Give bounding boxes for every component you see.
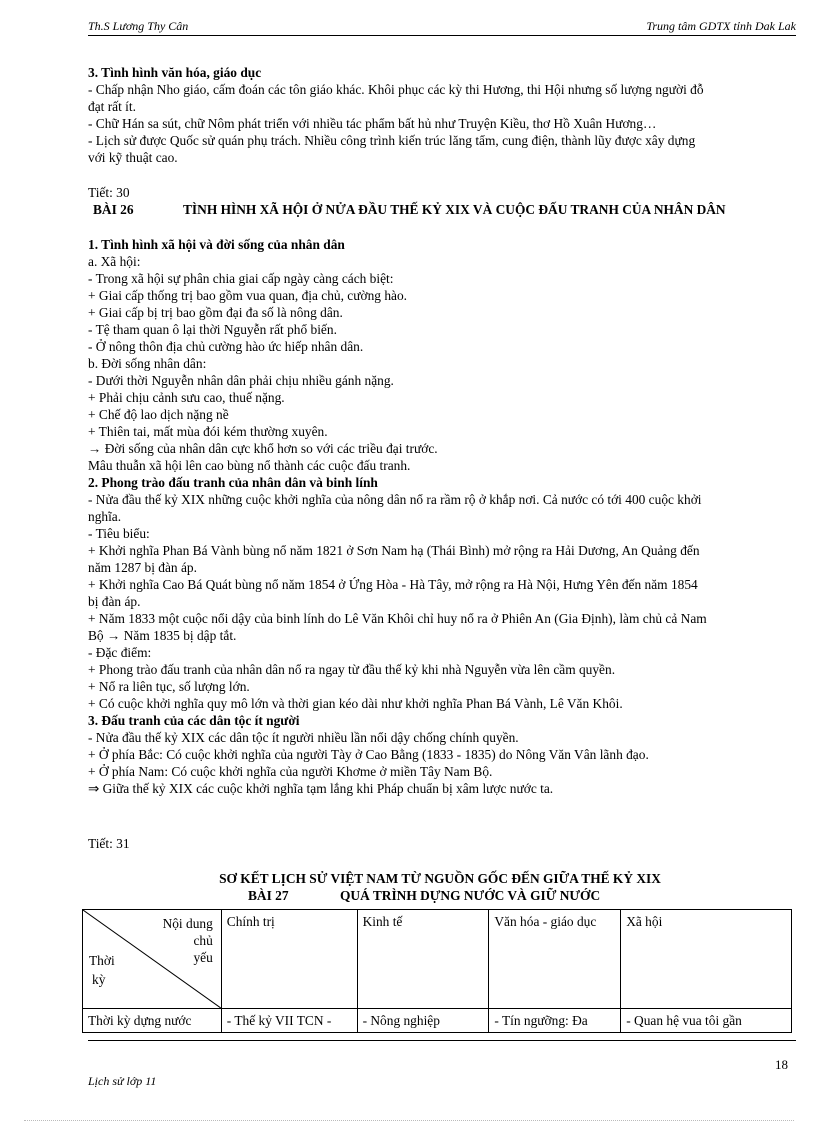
lesson-title: TÌNH HÌNH XÃ HỘI Ở NỬA ĐẦU THẾ KỶ XIX VÀ CUỘC ĐẤU TRANH CỦA NHÂN DÂN xyxy=(183,202,726,217)
header-author: Th.S Lương Thy Cân xyxy=(88,19,189,33)
section-title: 1. Tình hình xã hội và đời sống của nhân dân xyxy=(88,237,345,252)
text-line: - Lịch sử được Quốc sử quán phụ trách. Nhiều công trình kiến trúc lăng tẩm, cung điện, thành lũy được xây dựng xyxy=(88,133,696,148)
text-line: - Tiêu biểu: xyxy=(88,526,150,541)
text-line: ⇒ Giữa thế kỷ XIX các cuộc khởi nghĩa tạm lắng khi Pháp chuẩn bị xâm lược nước ta. xyxy=(88,781,554,796)
corner-text: yếu xyxy=(193,950,213,965)
corner-text: kỳ xyxy=(92,972,106,987)
text-line: + Chế độ lao dịch nặng nề xyxy=(88,407,229,422)
text-line: - Nửa đầu thế kỷ XIX những cuộc khởi nghĩa của nông dân nổ ra rầm rộ ở khắp nơi. Cả nước có tới 400 cuộc khởi xyxy=(88,492,702,507)
text-line: + Thiên tai, mất mùa đói kém thường xuyên. xyxy=(88,424,328,439)
column-header: Văn hóa - giáo dục xyxy=(489,910,621,1009)
lesson-period: Tiết: 31 xyxy=(88,836,130,851)
corner-top-label xyxy=(163,915,213,966)
corner-bottom-label xyxy=(89,951,115,989)
text-line: - Tệ tham quan ô lại thời Nguyễn rất phổ biến. xyxy=(88,322,337,337)
table-cell: - Quan hệ vua tôi gần xyxy=(621,1009,792,1033)
section-title: 3. Tình hình văn hóa, giáo dục xyxy=(88,65,262,80)
lesson-title: QUÁ TRÌNH DỰNG NƯỚC VÀ GIỮ NƯỚC xyxy=(340,888,601,903)
text-line: + Nổ ra liên tục, số lượng lớn. xyxy=(88,679,250,694)
text-line: + Khởi nghĩa Phan Bá Vành bùng nổ năm 1821 ở Sơn Nam hạ (Thái Bình) mở rộng ra Hải Dương, An Quảng đến xyxy=(88,543,700,558)
lesson-number: BÀI 26 xyxy=(93,202,134,217)
column-header: Kinh tế xyxy=(357,910,489,1009)
text-line: năm 1287 bị đàn áp. xyxy=(88,560,197,575)
footer-divider xyxy=(88,1040,796,1041)
table-cell: - Tín ngưỡng: Đa xyxy=(489,1009,621,1033)
table-cell: Thời kỳ dựng nước xyxy=(83,1009,222,1033)
page-edge xyxy=(24,1120,794,1121)
page-number: 18 xyxy=(775,1057,788,1072)
document-body xyxy=(88,64,792,904)
text-line: - Nửa đầu thế kỷ XIX các dân tộc ít người nhiều lần nổi dậy chống chính quyền. xyxy=(88,730,519,745)
text-line: - Ở nông thôn địa chủ cường hào ức hiếp nhân dân. xyxy=(88,339,364,354)
header-center: Trung tâm GDTX tỉnh Dak Lak xyxy=(646,19,796,33)
text-line: + Giai cấp thống trị bao gồm vua quan, địa chủ, cường hào. xyxy=(88,288,408,303)
text-line: - Đặc điểm: xyxy=(88,645,152,660)
summary-heading: SƠ KẾT LỊCH SỬ VIỆT NAM TỪ NGUỒN GỐC ĐẾN GIỮA THẾ KỶ XIX xyxy=(219,871,661,886)
text-line: - Trong xã hội sự phân chia giai cấp ngày càng cách biệt: xyxy=(88,271,394,286)
text-line: với kỹ thuật cao. xyxy=(88,150,178,165)
lesson-number: BÀI 27 xyxy=(248,888,289,903)
table-cell: - Thế kỷ VII TCN - xyxy=(221,1009,357,1033)
column-header: Chính trị xyxy=(221,910,357,1009)
text-line: Bộ → Năm 1835 bị dập tắt. xyxy=(88,628,237,643)
text-line: Mâu thuẫn xã hội lên cao bùng nổ thành các cuộc đấu tranh. xyxy=(88,458,411,473)
text-line: + Ở phía Bắc: Có cuộc khởi nghĩa của người Tày ở Cao Bằng (1833 - 1835) do Nông Văn Vân lãnh đạo. xyxy=(88,747,649,762)
text-line: b. Đời sống nhân dân: xyxy=(88,356,207,371)
text-line: + Phong trào đấu tranh của nhân dân nổ ra ngay từ đầu thế kỷ khi nhà Nguyễn vừa lên cầm quyền. xyxy=(88,662,616,677)
corner-text: Nội dung xyxy=(162,916,213,931)
table-corner-cell xyxy=(83,910,222,1009)
text-line: a. Xã hội: xyxy=(88,254,141,269)
text-line: + Phải chịu cảnh sưu cao, thuế nặng. xyxy=(88,390,285,405)
corner-text: chủ xyxy=(193,933,213,948)
column-header: Xã hội xyxy=(621,910,792,1009)
lesson-period: Tiết: 30 xyxy=(88,185,130,200)
text-line: + Ở phía Nam: Có cuộc khởi nghĩa của người Khơme ở miền Tây Nam Bộ. xyxy=(88,764,493,779)
text-line: bị đàn áp. xyxy=(88,594,141,609)
section-title: 3. Đấu tranh của các dân tộc ít người xyxy=(88,713,300,728)
section-title: 2. Phong trào đấu tranh của nhân dân và binh lính xyxy=(88,475,378,490)
text-line: + Khởi nghĩa Cao Bá Quát bùng nổ năm 1854 ở Ứng Hòa - Hà Tây, mở rộng ra Hà Nội, Hưng Yên đến năm 1854 xyxy=(88,577,698,592)
table-row xyxy=(83,1009,792,1033)
footer-subject: Lịch sử lớp 11 xyxy=(88,1074,157,1088)
text-line: → Đời sống của nhân dân cực khổ hơn so với các triều đại trước. xyxy=(88,441,438,456)
lesson-heading xyxy=(88,887,792,904)
page-header xyxy=(88,17,796,36)
lesson-heading xyxy=(88,201,792,218)
text-line: + Có cuộc khởi nghĩa quy mô lớn và thời gian kéo dài như khởi nghĩa Phan Bá Vành, Lê Văn Khôi. xyxy=(88,696,623,711)
text-line: + Giai cấp bị trị bao gồm đại đa số là nông dân. xyxy=(88,305,343,320)
text-line: + Năm 1833 một cuộc nổi dậy của binh lính do Lê Văn Khôi chỉ huy nổ ra ở Phiên An (Gia Định), làm chủ cả Nam xyxy=(88,611,707,626)
text-line: - Chấp nhận Nho giáo, cấm đoán các tôn giáo khác. Khôi phục các kỳ thi Hương, thi Hội nhưng số lượng người đỗ xyxy=(88,82,704,97)
text-line: đạt rất ít. xyxy=(88,99,136,114)
text-line: nghĩa. xyxy=(88,509,122,524)
table-cell: - Nông nghiệp xyxy=(357,1009,489,1033)
text-line: - Chữ Hán sa sút, chữ Nôm phát triển với nhiều tác phẩm bất hủ như Truyện Kiều, thơ Hồ Xuân Hương… xyxy=(88,116,657,131)
summary-table xyxy=(82,909,792,1033)
text-line: - Dưới thời Nguyễn nhân dân phải chịu nhiều gánh nặng. xyxy=(88,373,394,388)
corner-text: Thời xyxy=(89,953,115,968)
